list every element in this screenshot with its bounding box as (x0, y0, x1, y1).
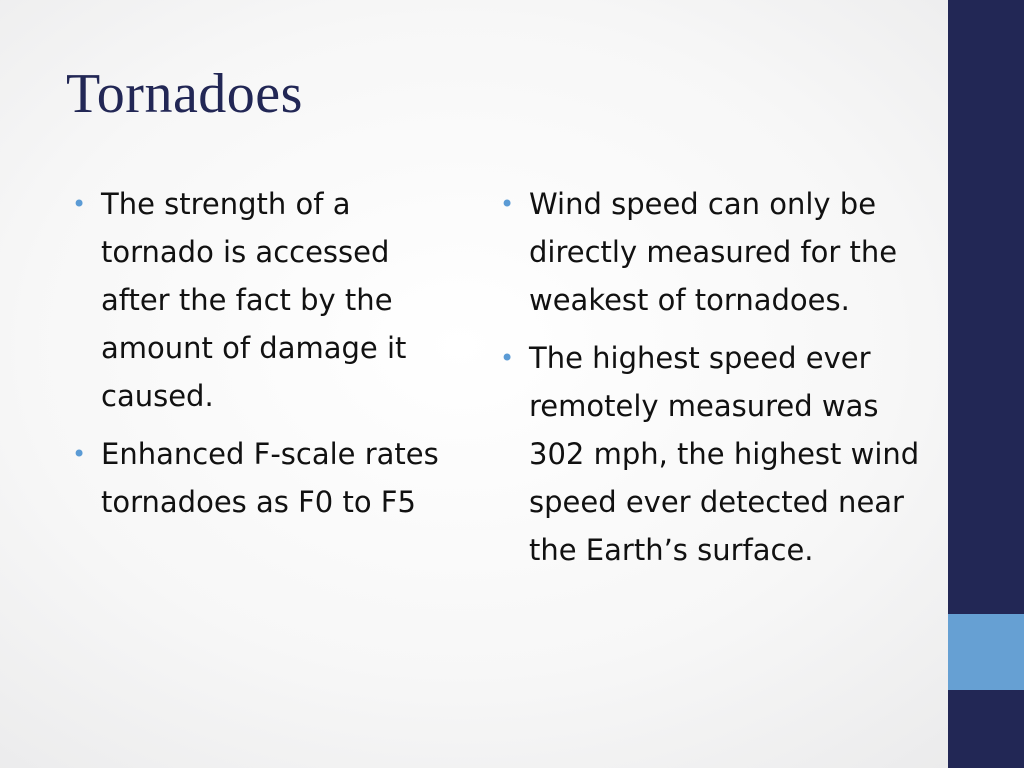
bullet-text: Wind speed can only be directly measured for the weakest of tornadoes. (529, 187, 898, 317)
bullet-text: The strength of a tornado is accessed after the fact by the amount of damage it caused. (101, 187, 407, 413)
bullet-item (72, 430, 452, 526)
bullet-icon: • (72, 190, 87, 218)
side-accent-block (948, 614, 1024, 690)
bullet-item (72, 180, 452, 420)
slide-title: Tornadoes (66, 63, 303, 125)
bullet-item (500, 334, 930, 574)
bullet-icon: • (500, 344, 515, 372)
bullet-icon: • (500, 190, 515, 218)
left-bullet-list (72, 180, 452, 536)
right-bullet-list (500, 180, 930, 584)
bullet-item (500, 180, 930, 324)
bullet-icon: • (72, 440, 87, 468)
bullet-text: Enhanced F-scale rates tornadoes as F0 to F5 (101, 437, 439, 519)
bullet-text: The highest speed ever remotely measured was 302 mph, the highest wind speed ever detected near the Earth’s surface. (529, 341, 920, 567)
